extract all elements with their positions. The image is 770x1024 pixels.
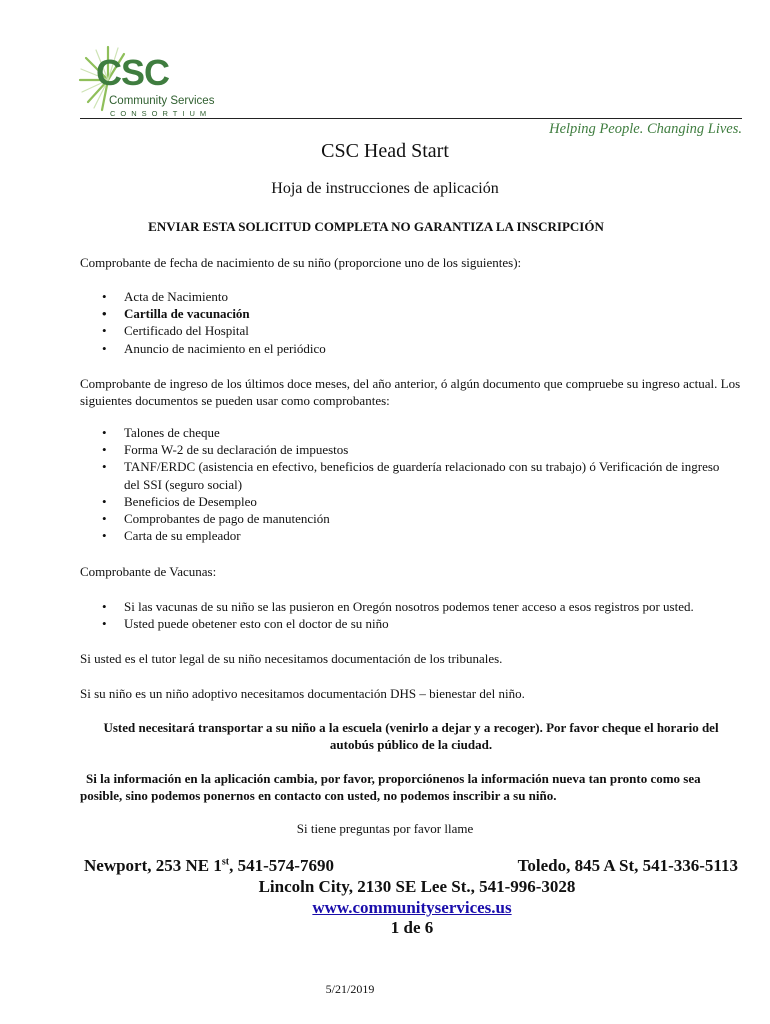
newport-sup: st: [221, 856, 230, 868]
list-item: • Cartilla de vacunación: [80, 305, 742, 322]
logo-main-text: CSC: [96, 52, 170, 93]
enrollment-warning: ENVIAR ESTA SOLICITUD COMPLETA NO GARANTIZA LA INSCRIPCIÓN: [148, 219, 604, 234]
page-number: 1 de 6: [390, 918, 434, 937]
transport-note: Usted necesitará transportar a su niño a la escuela (venirlo a dejar y a recoger). Por favor cheque el horario del autobús público de la ciudad.: [103, 720, 719, 752]
lincoln-contact: Lincoln City, 2130 SE Lee St., 541-996-3028: [258, 877, 576, 896]
footer-date: 5/21/2019: [325, 982, 375, 996]
list-item: • Comprobantes de pago de manutención: [80, 510, 730, 527]
list-item: • Talones de cheque: [80, 424, 730, 441]
newport-address: Newport, 253 NE 1: [84, 856, 222, 875]
page-subtitle: Hoja de instrucciones de aplicación: [271, 180, 499, 197]
tagline: Helping People. Changing Lives.: [549, 121, 742, 137]
income-proof-list: [80, 424, 730, 544]
list-item: • Forma W-2 de su declaración de impuestos: [80, 441, 730, 458]
list-item: • Acta de Nacimiento: [80, 288, 742, 305]
newport-contact: [84, 856, 334, 876]
changes-note: Si la información en la aplicación cambia, por favor, proporciónenos la información nueva tan pronto como sea posible, sino podemos ponernos en contacto con usted, no podemos inscribir a su niño.: [80, 771, 701, 803]
list-item: • Anuncio de nacimiento en el periódico: [80, 340, 742, 357]
list-item: • Si las vacunas de su niño se las pusieron en Oregón nosotros podemos tener acceso a esos registros por usted.: [80, 598, 742, 615]
list-item: • Beneficios de Desempleo: [80, 493, 730, 510]
list-item: • TANF/ERDC (asistencia en efectivo, beneficios de guardería relacionado con su trabajo) ó Verificación de ingreso del SSI (seguro social): [80, 458, 730, 492]
foster-note: Si su niño es un niño adoptivo necesitamos documentación DHS – bienestar del niño.: [80, 686, 525, 701]
page-title: CSC Head Start: [321, 140, 449, 162]
birth-proof-intro: Comprobante de fecha de nacimiento de su niño (proporcione uno de los siguientes):: [80, 255, 522, 270]
list-item: • Certificado del Hospital: [80, 322, 742, 339]
newport-phone: , 541-574-7690: [229, 856, 334, 875]
vaccine-proof-intro: Comprobante de Vacunas:: [80, 564, 217, 579]
toledo-contact: Toledo, 845 A St, 541-336-5113: [517, 856, 738, 875]
website-link[interactable]: [0, 898, 770, 918]
logo-line1-text: Community Services: [109, 95, 215, 107]
vaccine-proof-list: [80, 598, 742, 632]
list-item: • Usted puede obetener esto con el doctor de su niño: [80, 615, 742, 632]
website-link-text[interactable]: www.communityservices.us: [312, 898, 512, 917]
questions-note: Si tiene preguntas por favor llame: [296, 821, 474, 836]
income-proof-intro: Comprobante de ingreso de los últimos doce meses, del año anterior, ó algún documento que compruebe su ingreso actual. Los siguientes documentos se pueden usar como comprobantes:: [80, 376, 741, 408]
guardian-note: Si usted es el tutor legal de su niño necesitamos documentación de los tribunales.: [80, 651, 503, 666]
birth-proof-list: [80, 288, 742, 357]
logo-line2-text: CONSORTIUM: [110, 109, 212, 118]
list-item: • Carta de su empleador: [80, 527, 730, 544]
header-divider: [80, 118, 742, 119]
